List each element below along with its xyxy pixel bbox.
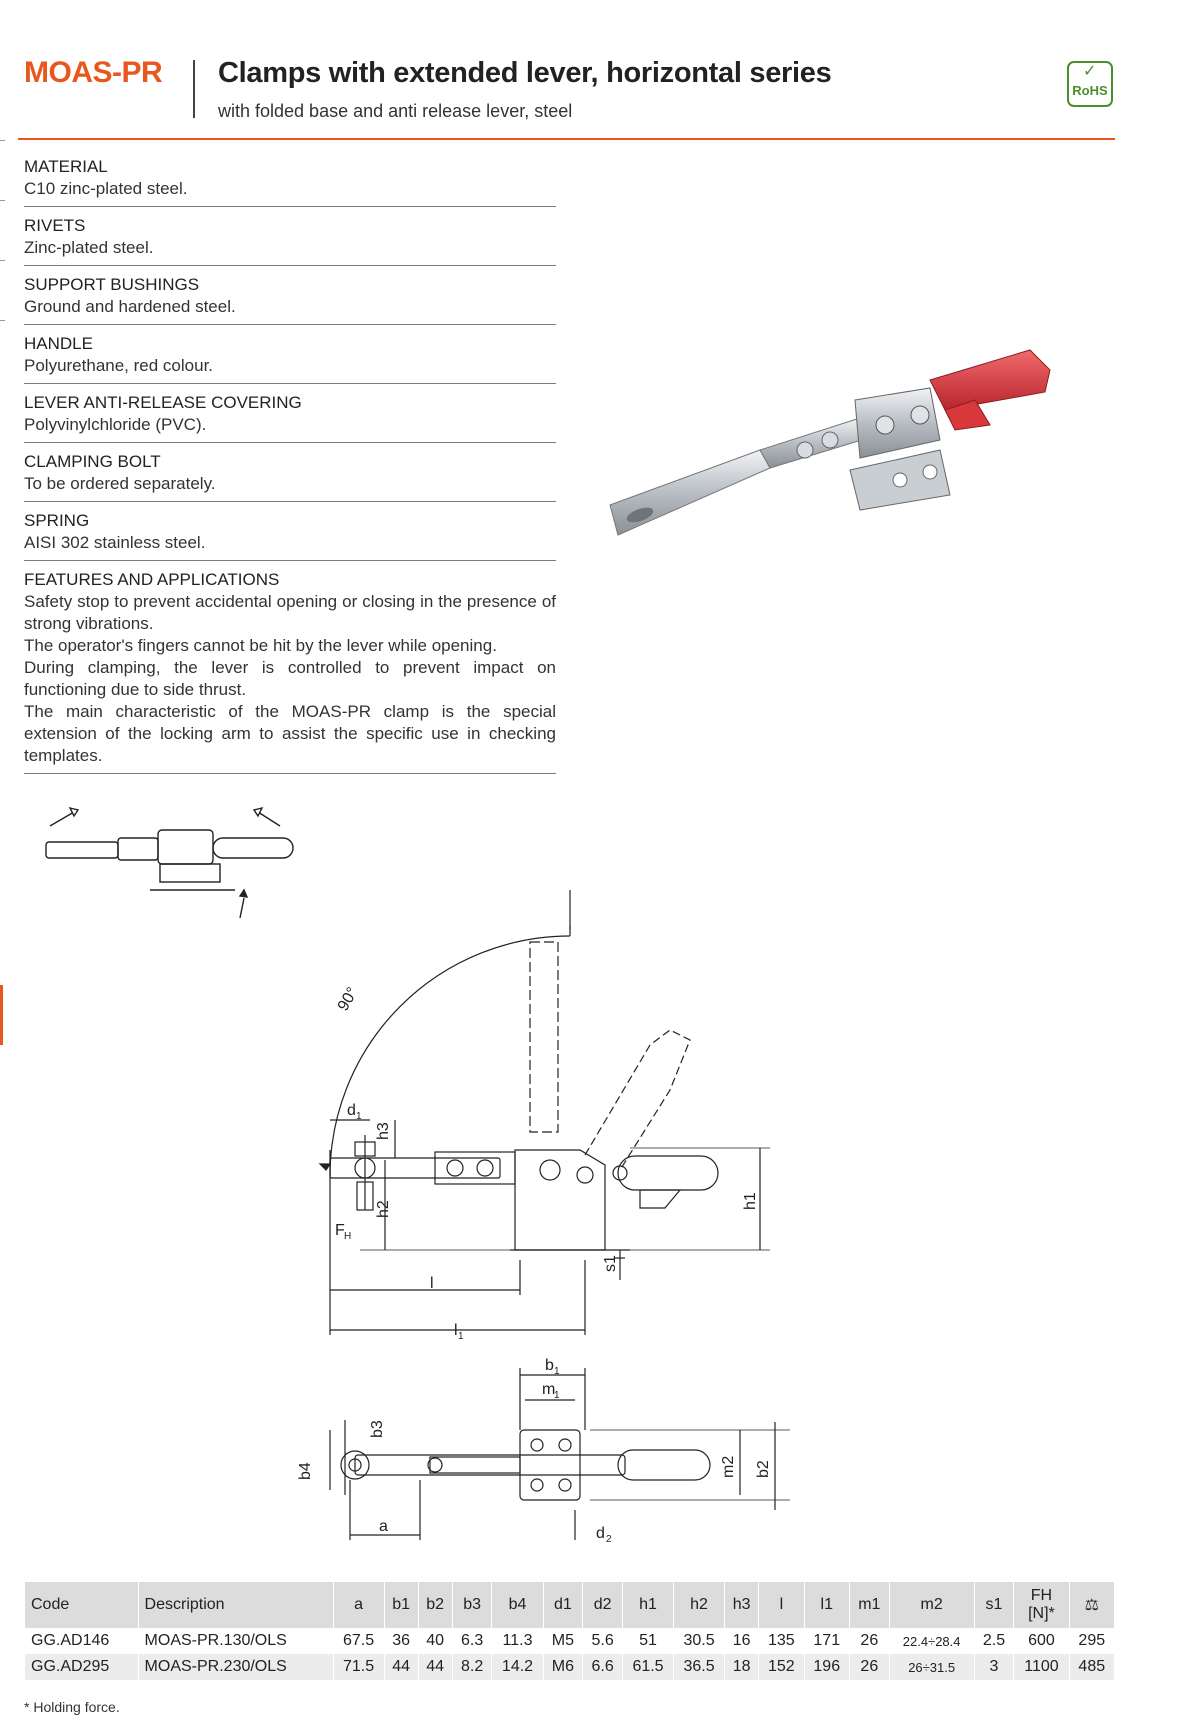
svg-text:1: 1 — [554, 1366, 560, 1377]
svg-text:b3: b3 — [369, 1420, 386, 1438]
spec-line: Polyvinylchloride (PVC). — [24, 415, 207, 434]
table-cell: 14.2 — [492, 1654, 543, 1680]
fh-header-top: FH — [1030, 1587, 1053, 1604]
svg-text:l: l — [430, 1275, 434, 1292]
column-header: m2 — [889, 1582, 974, 1628]
table-cell: 30.5 — [674, 1628, 725, 1654]
svg-text:90°: 90° — [334, 984, 362, 1014]
svg-text:m: m — [542, 1381, 556, 1398]
rohs-badge — [1067, 61, 1113, 107]
table-cell: M6 — [543, 1654, 583, 1680]
technical-drawing — [30, 790, 1130, 1570]
column-header: h2 — [674, 1582, 725, 1628]
table-cell: 5.6 — [583, 1628, 623, 1654]
table-cell: M5 — [543, 1628, 583, 1654]
table-cell: MOAS-PR.130/OLS — [138, 1628, 333, 1654]
spec-section — [24, 156, 556, 207]
spec-line: Safety stop to prevent accidental opening or closing in the presence of strong vibrations. — [24, 592, 556, 633]
table-cell: 26 — [849, 1654, 889, 1680]
spec-line: The main characteristic of the MOAS-PR clamp is the special extension of the locking arm to assist the specific use in checking templates. — [24, 702, 556, 765]
side-marker — [0, 985, 3, 1045]
table-cell: 51 — [622, 1628, 673, 1654]
table-cell: 11.3 — [492, 1628, 543, 1654]
table-cell: GG.AD295 — [25, 1654, 139, 1680]
table-cell: GG.AD146 — [25, 1628, 139, 1654]
spec-body — [24, 414, 556, 436]
spec-line: Ground and hardened steel. — [24, 297, 236, 316]
side-view — [320, 890, 770, 1335]
spec-body — [24, 355, 556, 377]
spec-line: AISI 302 stainless steel. — [24, 533, 206, 552]
column-header — [1014, 1582, 1069, 1628]
brand-code: MOAS-PR — [24, 56, 163, 89]
spec-section — [24, 215, 556, 266]
svg-text:h2: h2 — [375, 1200, 392, 1218]
operation-sketch — [46, 808, 293, 918]
column-header: m1 — [849, 1582, 889, 1628]
table-cell: 1100 — [1014, 1654, 1069, 1680]
table-cell: 16 — [725, 1628, 759, 1654]
table-cell: 295 — [1069, 1628, 1114, 1654]
product-photo — [600, 330, 1100, 570]
fh-header-bottom: [N]* — [1028, 1605, 1055, 1622]
page-subtitle: with folded base and anti release lever, steel — [218, 101, 573, 121]
side-tick — [0, 140, 5, 141]
svg-text:h3: h3 — [375, 1122, 392, 1140]
svg-text:h1: h1 — [742, 1192, 759, 1210]
svg-text:F: F — [335, 1222, 345, 1239]
table-cell: 196 — [804, 1654, 849, 1680]
table-cell: 22.4÷28.4 — [889, 1628, 974, 1654]
page-title: Clamps with extended lever, horizontal series — [218, 57, 832, 89]
table-cell: 171 — [804, 1628, 849, 1654]
spec-line: To be ordered separately. — [24, 474, 216, 493]
spec-section — [24, 569, 556, 774]
svg-text:1: 1 — [356, 1111, 362, 1122]
side-tick — [0, 200, 5, 201]
column-header: Code — [25, 1582, 139, 1628]
column-header: b2 — [418, 1582, 452, 1628]
table-cell: 40 — [418, 1628, 452, 1654]
table-cell: 18 — [725, 1654, 759, 1680]
dimensions-table — [24, 1582, 1114, 1680]
spec-heading: CLAMPING BOLT — [24, 452, 161, 471]
spec-section — [24, 274, 556, 325]
table-cell: 135 — [759, 1628, 804, 1654]
side-tick — [0, 260, 5, 261]
spec-section — [24, 392, 556, 443]
spec-section — [24, 451, 556, 502]
top-view — [330, 1368, 790, 1540]
spec-heading: SUPPORT BUSHINGS — [24, 275, 200, 294]
header-separator — [193, 60, 195, 118]
spec-body — [24, 591, 556, 767]
spec-heading: LEVER ANTI-RELEASE COVERING — [24, 393, 302, 412]
table-cell: 26÷31.5 — [889, 1654, 974, 1680]
table-body — [25, 1628, 1115, 1680]
spec-line: C10 zinc-plated steel. — [24, 179, 188, 198]
column-header: a — [333, 1582, 384, 1628]
column-header: d2 — [583, 1582, 623, 1628]
spec-heading: RIVETS — [24, 216, 86, 235]
spec-body — [24, 296, 556, 318]
table-cell: 44 — [418, 1654, 452, 1680]
header-divider — [18, 138, 1115, 140]
svg-text:b: b — [545, 1357, 554, 1374]
weight-icon: ⚖ — [1069, 1582, 1114, 1628]
spec-line: During clamping, the lever is controlled to prevent impact on functioning due to side thrust. — [24, 658, 556, 699]
svg-text:a: a — [379, 1518, 388, 1535]
svg-text:b4: b4 — [297, 1462, 314, 1480]
spec-line: Zinc-plated steel. — [24, 238, 154, 257]
side-tick — [0, 320, 5, 321]
table-row — [25, 1654, 1115, 1680]
table-cell: 67.5 — [333, 1628, 384, 1654]
spec-line: Polyurethane, red colour. — [24, 356, 214, 375]
rohs-label: RoHS — [1072, 83, 1108, 98]
spec-body — [24, 473, 556, 495]
spec-section — [24, 333, 556, 384]
table-cell: 152 — [759, 1654, 804, 1680]
spec-list — [24, 156, 556, 782]
table-cell: MOAS-PR.230/OLS — [138, 1654, 333, 1680]
svg-text:b2: b2 — [755, 1460, 772, 1478]
column-header: b3 — [452, 1582, 492, 1628]
spec-heading: MATERIAL — [24, 157, 108, 176]
table-cell: 2.5 — [974, 1628, 1014, 1654]
table-cell: 71.5 — [333, 1654, 384, 1680]
column-header: d1 — [543, 1582, 583, 1628]
table-cell: 36 — [384, 1628, 418, 1654]
column-header: b1 — [384, 1582, 418, 1628]
column-header: s1 — [974, 1582, 1014, 1628]
spec-section — [24, 510, 556, 561]
table-header-row — [25, 1582, 1115, 1628]
spec-heading: FEATURES AND APPLICATIONS — [24, 570, 280, 589]
svg-text:m2: m2 — [720, 1455, 737, 1478]
svg-text:d: d — [596, 1525, 605, 1542]
checkmark-icon: ✓ — [1083, 63, 1097, 80]
column-header: l — [759, 1582, 804, 1628]
footnote: * Holding force. — [24, 1699, 120, 1715]
table-cell: 485 — [1069, 1654, 1114, 1680]
table-cell: 44 — [384, 1654, 418, 1680]
table-cell: 8.2 — [452, 1654, 492, 1680]
spec-line: The operator's fingers cannot be hit by the lever while opening. — [24, 636, 497, 655]
spec-body — [24, 178, 556, 200]
svg-text:H: H — [344, 1231, 352, 1242]
side-view-labels — [335, 985, 759, 1342]
table-cell: 6.6 — [583, 1654, 623, 1680]
column-header: b4 — [492, 1582, 543, 1628]
spec-heading: SPRING — [24, 511, 90, 530]
svg-text:2: 2 — [606, 1534, 612, 1545]
svg-text:l: l — [454, 1322, 458, 1339]
table-cell: 26 — [849, 1628, 889, 1654]
table-cell: 6.3 — [452, 1628, 492, 1654]
spec-body — [24, 532, 556, 554]
column-header: Description — [138, 1582, 333, 1628]
column-header: h3 — [725, 1582, 759, 1628]
column-header: l1 — [804, 1582, 849, 1628]
table-row — [25, 1628, 1115, 1654]
table-cell: 36.5 — [674, 1654, 725, 1680]
svg-text:1: 1 — [554, 1390, 560, 1401]
spec-heading: HANDLE — [24, 334, 93, 353]
column-header: h1 — [622, 1582, 673, 1628]
svg-text:1: 1 — [458, 1331, 464, 1342]
spec-body — [24, 237, 556, 259]
table-cell: 3 — [974, 1654, 1014, 1680]
svg-text:s1: s1 — [602, 1255, 619, 1272]
table-cell: 61.5 — [622, 1654, 673, 1680]
svg-text:d: d — [347, 1102, 356, 1119]
table-cell: 600 — [1014, 1628, 1069, 1654]
